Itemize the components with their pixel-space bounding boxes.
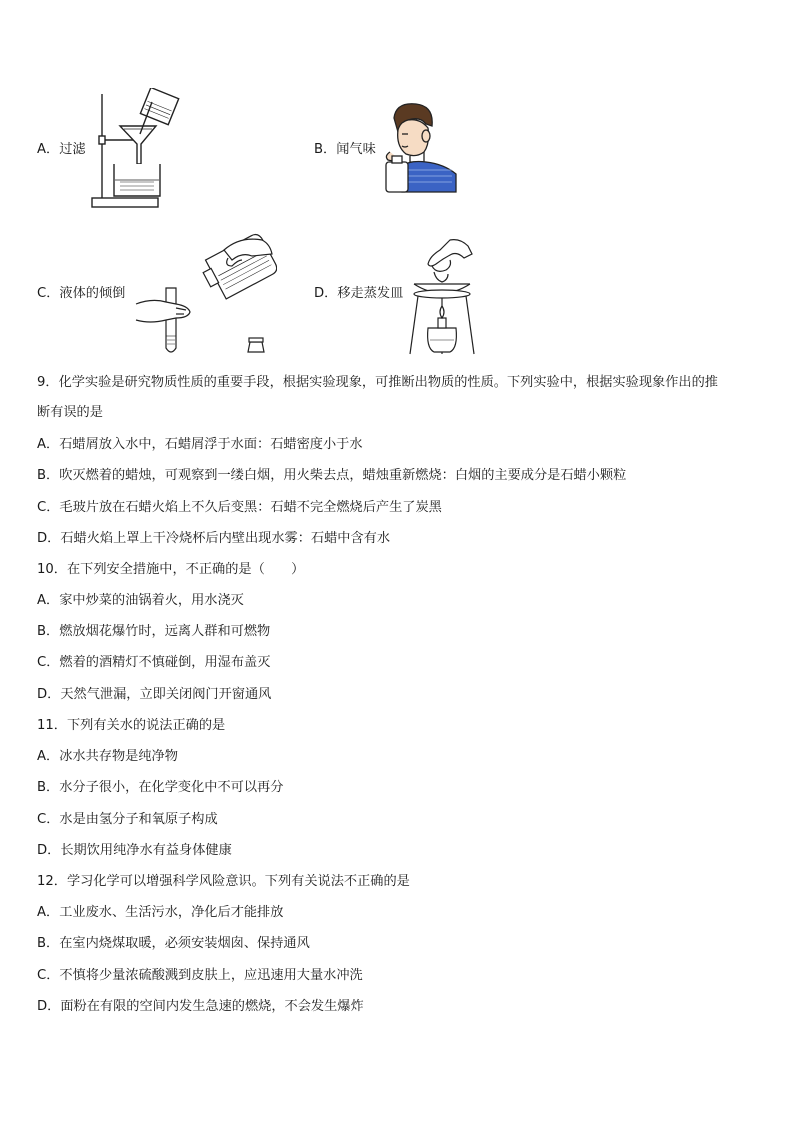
removing-evaporating-dish-icon	[406, 236, 478, 358]
question-9-option-b: B．吹灭燃着的蜡烛，可观察到一缕白烟，用火柴去点，蜡烛重新燃烧：白烟的主要成分是石蜡小颗粒	[37, 468, 627, 483]
question-11-option-d: D．长期饮用纯净水有益身体健康	[37, 843, 232, 858]
question-9-stem: 9．化学实验是研究物质性质的重要手段，根据实验现象，可推断出物质的性质。下列实验中，根据实验现象作出的推	[37, 375, 718, 390]
question-12-option-a: A．工业废水、生活污水，净化后才能排放	[37, 905, 284, 920]
question-9-option-d: D．石蜡火焰上罩上干冷烧杯后内壁出现水雾：石蜡中含有水	[37, 531, 391, 546]
question-10-option-d: D．天然气泄漏，立即关闭阀门开窗通风	[37, 687, 272, 702]
question-10-option-b: B．燃放烟花爆竹时，远离人群和可燃物	[37, 624, 271, 639]
question-12-stem: 12．学习化学可以增强科学风险意识。下列有关说法不正确的是	[37, 874, 410, 889]
question-9-stem-continued: 断有误的是	[37, 405, 103, 420]
question-11-stem: 11．下列有关水的说法正确的是	[37, 718, 226, 733]
question-11-option-c: C．水是由氢分子和氧原子构成	[37, 812, 218, 827]
question-12-option-d: D．面粉在有限的空间内发生急速的燃烧，不会发生爆炸	[37, 999, 364, 1014]
question-10-stem: 10．在下列安全措施中，不正确的是（ ）	[37, 562, 305, 577]
figure-option-b-label: B．闻气味	[314, 142, 376, 157]
figure-option-d-label: D．移走蒸发皿	[314, 286, 404, 301]
question-11-option-b: B．水分子很小，在化学变化中不可以再分	[37, 780, 284, 795]
filtration-apparatus-icon	[90, 88, 190, 210]
question-11-option-a: A．冰水共存物是纯净物	[37, 749, 178, 764]
figure-option-a-label: A．过滤	[37, 142, 86, 157]
smelling-gas-icon	[380, 100, 460, 196]
pouring-liquid-icon	[132, 232, 277, 358]
question-9-option-c: C．毛玻片放在石蜡火焰上不久后变黑：石蜡不完全燃烧后产生了炭黑	[37, 500, 442, 515]
question-12-option-b: B．在室内烧煤取暖，必须安装烟囱、保持通风	[37, 936, 310, 951]
question-10-option-c: C．燃着的酒精灯不慎碰倒，用湿布盖灭	[37, 655, 271, 670]
question-12-option-c: C．不慎将少量浓硫酸溅到皮肤上，应迅速用大量水冲洗	[37, 968, 363, 983]
question-9-option-a: A．石蜡屑放入水中，石蜡屑浮于水面：石蜡密度小于水	[37, 437, 363, 452]
figure-option-c-label: C．液体的倾倒	[37, 286, 126, 301]
question-10-option-a: A．家中炒菜的油锅着火，用水浇灭	[37, 593, 244, 608]
